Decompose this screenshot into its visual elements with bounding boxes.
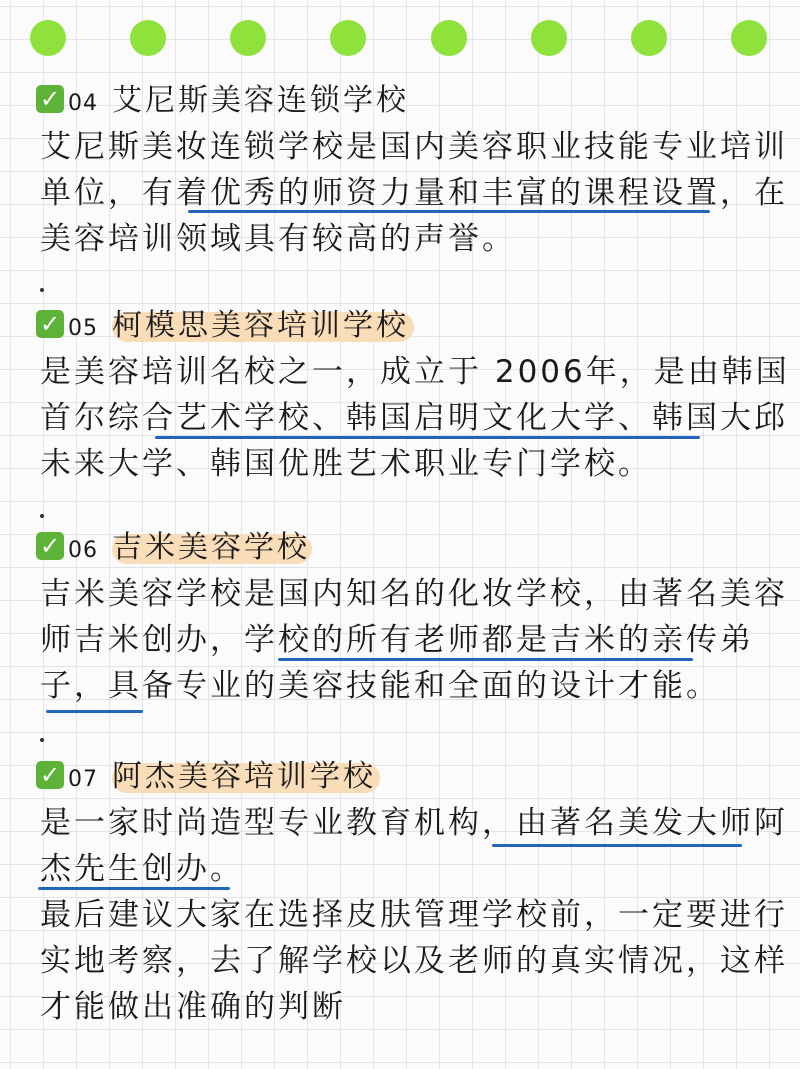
section-title: 柯模思美容培训学校 — [112, 308, 409, 343]
dot-decoration — [130, 20, 166, 56]
body-line: 子，具备专业的美容技能和全面的设计才能。 — [40, 668, 720, 704]
body-line: 吉米美容学校是国内知名的化妆学校，由著名美容 — [40, 576, 788, 612]
separator-dot — [40, 738, 44, 742]
section-heading-04 — [36, 78, 409, 124]
body-line: 师吉米创办，学校的所有老师都是吉米的亲传弟 — [40, 622, 754, 658]
dot-decoration — [230, 20, 266, 56]
underline-decoration — [492, 844, 742, 847]
check-box-icon: ✓ — [36, 85, 64, 113]
section-number: 05 — [68, 316, 98, 341]
body-line: 是一家时尚造型专业教育机构，由著名美发大师阿 — [40, 805, 788, 841]
dot-decoration — [330, 20, 366, 56]
section-number: 04 — [68, 91, 98, 116]
dot-decoration — [731, 20, 767, 56]
section-number: 07 — [68, 767, 98, 792]
body-line: 首尔综合艺术学校、韩国启明文化大学、韩国大邱 — [40, 400, 788, 436]
closing-line: 最后建议大家在选择皮肤管理学校前，一定要进行 — [40, 897, 788, 933]
closing-line: 才能做出准确的判断 — [40, 989, 346, 1025]
section-number: 06 — [68, 538, 98, 563]
section-heading-06 — [36, 525, 310, 571]
body-line: 美容培训领域具有较高的声誉。 — [40, 221, 516, 257]
dot-decoration — [531, 20, 567, 56]
dot-decoration — [431, 20, 467, 56]
separator-dot — [40, 288, 44, 292]
underline-decoration — [38, 887, 230, 890]
section-title: 吉米美容学校 — [112, 530, 310, 565]
body-line: 是美容培训名校之一，成立于 2006年，是由韩国 — [40, 354, 790, 390]
closing-line: 实地考察，去了解学校以及老师的真实情况，这样 — [40, 943, 788, 979]
section-title: 阿杰美容培训学校 — [112, 759, 376, 794]
dot-decoration — [30, 20, 66, 56]
separator-dot — [40, 514, 44, 518]
check-box-icon: ✓ — [36, 532, 64, 560]
section-heading-05 — [36, 303, 409, 349]
body-line: 杰先生创办。 — [40, 851, 244, 887]
check-box-icon: ✓ — [36, 310, 64, 338]
section-heading-07 — [36, 754, 376, 800]
dot-decoration — [631, 20, 667, 56]
body-line: 艾尼斯美妆连锁学校是国内美容职业技能专业培训 — [40, 129, 788, 165]
check-box-icon: ✓ — [36, 761, 64, 789]
section-title: 艾尼斯美容连锁学校 — [112, 83, 409, 118]
body-line: 单位，有着优秀的师资力量和丰富的课程设置，在 — [40, 175, 788, 211]
body-line: 未来大学、韩国优胜艺术职业专门学校。 — [40, 446, 652, 482]
decorative-dots-row — [30, 20, 770, 56]
underline-decoration — [46, 710, 143, 713]
